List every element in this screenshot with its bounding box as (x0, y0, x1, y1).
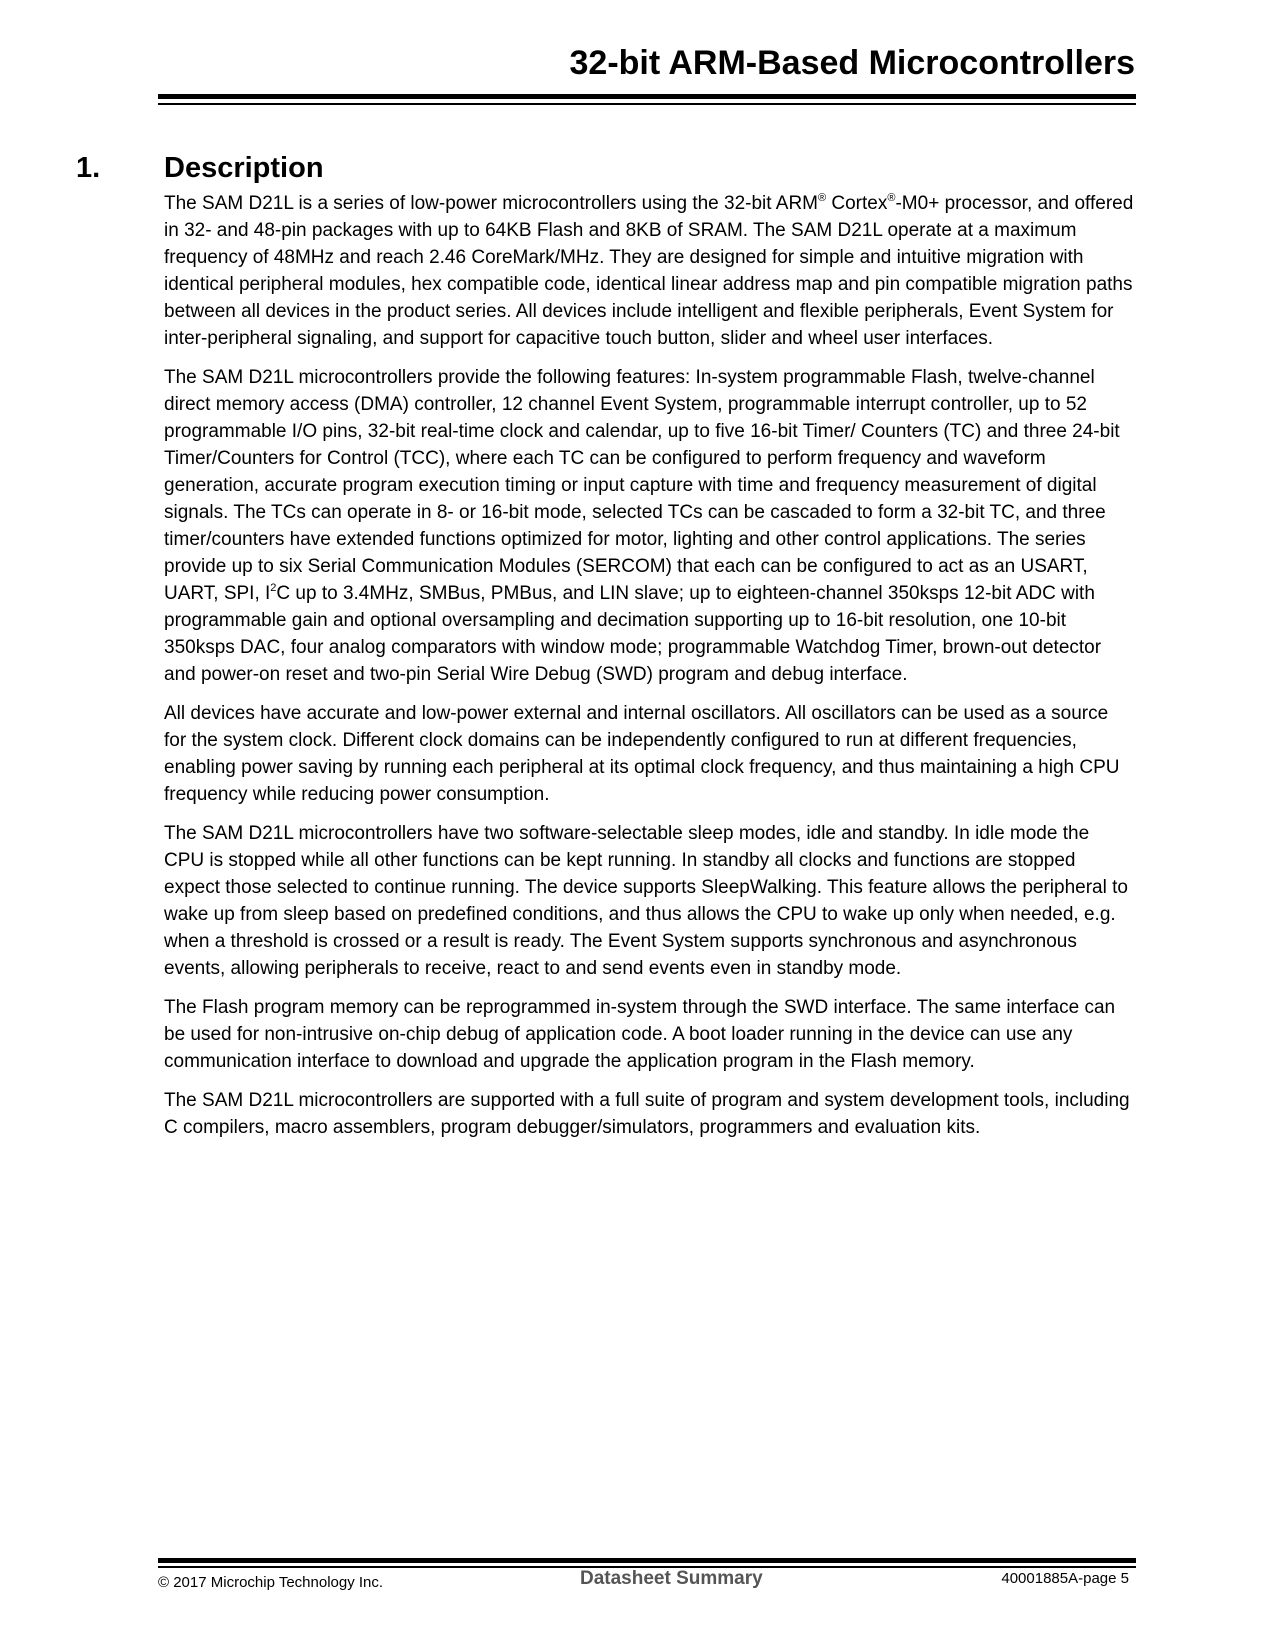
section-number: 1. (76, 152, 101, 184)
footer-rule-thick (158, 1558, 1136, 1563)
paragraph-4: The SAM D21L microcontrollers have two software-selectable sleep modes, idle and standby. In idle mode the CPU is stopped while all other functions can be kept running. In standby all clocks and functions are stopped expect those selected to continue running. The device supports SleepWalking. This feature allows the peripheral to wake up from sleep based on predefined conditions, and thus allows the CPU to wake up only when needed, e.g. when a threshold is crossed or a result is ready. The Event System supports synchronous and asynchronous events, allowing peripherals to receive, react to and send events even in standby mode. (164, 823, 1128, 979)
paragraph-3: All devices have accurate and low-power external and internal oscillators. All oscillators can be used as a source for the system clock. Different clock domains can be independently configured to run at different frequencies, enabling power saving by running each peripheral at its optimal clock frequency, and thus maintaining a high CPU frequency while reducing power consumption. (164, 703, 1120, 805)
paragraph-6: The SAM D21L microcontrollers are supported with a full suite of program and system development tools, including C compilers, macro assemblers, program debugger/simulators, programmers and evaluation kits. (164, 1090, 1130, 1138)
paragraph-1-part-b: Cortex (826, 193, 888, 214)
header-rule-thin (158, 103, 1136, 105)
paragraph-2-part-b: C up to 3.4MHz, SMBus, PMBus, and LIN slave; up to eighteen-channel 350ksps 12-bit ADC with programmable gain and optional oversampling and decimation supporting up to 16-bit resolution, one 10-bit 350ksps DAC, four analog comparators with window mode; programmable Watchdog Timer, brown-out detector and power-on reset and two-pin Serial Wire Debug (SWD) program and debug interface. (164, 583, 1102, 685)
paragraph-1-part-c: -M0+ processor, and offered in 32- and 48-pin packages with up to 64KB Flash and 8KB of SRAM. The SAM D21L operate at a maximum frequency of 48MHz and reach 2.46 CoreMark/MHz. They are designed for simple and intuitive migration with identical peripheral modules, hex compatible code, identical linear address map and pin compatible migration paths between all devices in the product series. All devices include intelligent and flexible peripherals, Event System for inter-peripheral signaling, and support for capacitive touch button, slider and wheel user interfaces. (164, 193, 1134, 349)
registered-mark: ® (887, 192, 896, 204)
paragraph-2-part-a: The SAM D21L microcontrollers provide the following features: In-system programmable Flash, twelve-channel direct memory access (DMA) controller, 12 channel Event System, programmable interrupt controller, up to 52 programmable I/O pins, 32-bit real-time clock and calendar, up to five 16-bit Timer/ Counters (TC) and three 24-bit Timer/Counters for Control (TCC), where each TC can be configured to perform frequency and waveform generation, accurate program execution timing or input capture with time and frequency measurement of digital signals. The TCs can operate in 8- or 16-bit mode, selected TCs can be cascaded to form a 32-bit TC, and three timer/counters have extended functions optimized for motor, lighting and other control applications. The series provide up to six Serial Communication Modules (SERCOM) that each can be configured to act as an USART, UART, SPI, I (164, 367, 1120, 604)
description-body (164, 190, 1134, 1153)
paragraph-1 (164, 190, 1134, 352)
registered-mark: ® (818, 192, 827, 204)
superscript-2: 2 (270, 582, 277, 594)
footer-document-type: Datasheet Summary (580, 1568, 763, 1589)
footer-page-number: 40001885A-page 5 (1001, 1570, 1129, 1587)
header-rule-thick (158, 94, 1136, 99)
section-title: Description (164, 152, 324, 184)
paragraph-1-part-a: The SAM D21L is a series of low-power microcontrollers using the 32-bit ARM (164, 193, 818, 214)
footer-copyright: © 2017 Microchip Technology Inc. (158, 1574, 384, 1591)
paragraph-2 (164, 364, 1134, 688)
page-header-title: 32-bit ARM-Based Microcontrollers (569, 44, 1135, 82)
paragraph-5: The Flash program memory can be reprogrammed in-system through the SWD interface. The same interface can be used for non-intrusive on-chip debug of application code. A boot loader running in the device can use any communication interface to download and upgrade the application program in the Flash memory. (164, 997, 1116, 1072)
